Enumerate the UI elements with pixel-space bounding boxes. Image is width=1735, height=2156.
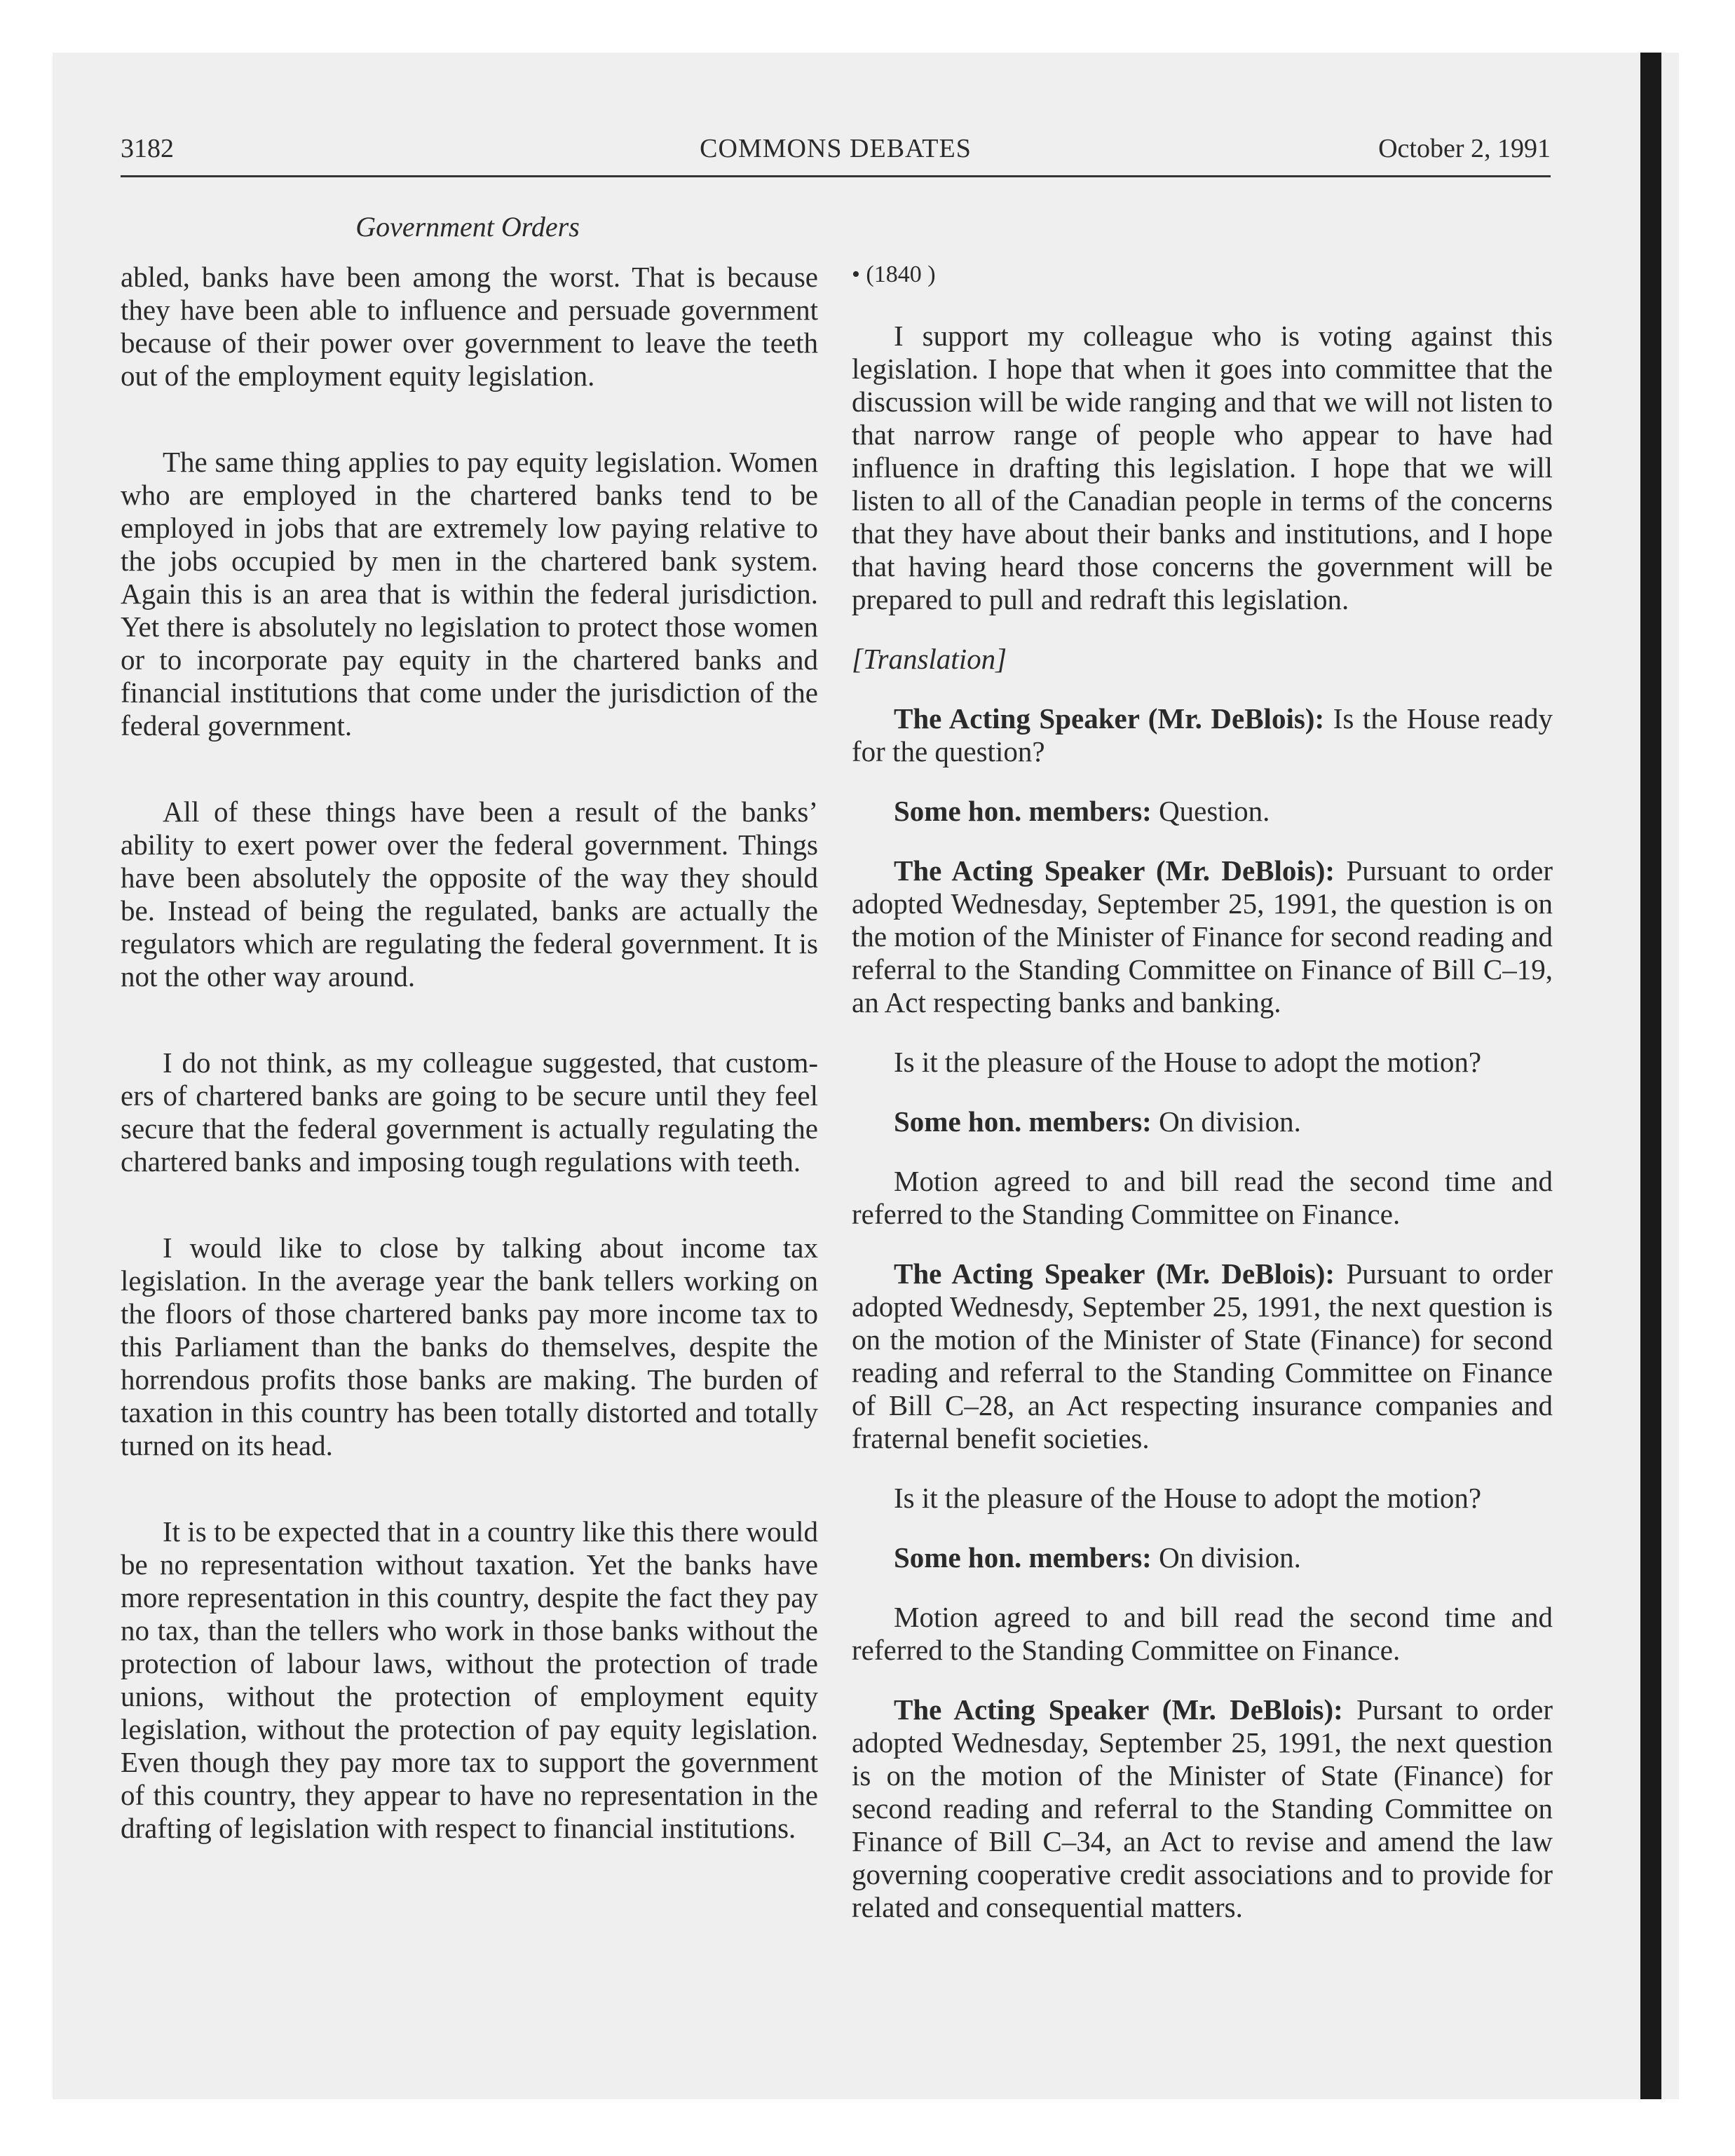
translation-marker: [Translation] — [852, 643, 1007, 675]
right-column — [852, 261, 1553, 1924]
publication-date: October 2, 1991 — [1378, 134, 1551, 163]
section-heading: Government Orders — [355, 211, 580, 243]
speaker-paragraph — [852, 702, 1553, 768]
speech-text: Is the House ready for the question? — [852, 702, 1553, 767]
page-header — [121, 133, 1551, 174]
members-paragraph — [852, 1105, 1553, 1138]
paragraph: I support my colleague who is voting against this legislation. I hope that when it goes into committee that the discussion will be wide ranging and that we will not listen to that narrow range of people who appear to have had influence in drafting this legislation. I hope that we will listen to all of the Canadian people in terms of the concerns that they have about their banks and institutions, and I hope that having heard those concerns the government will be prepared to pull and redraft this legislation. — [852, 320, 1553, 615]
speaker-name: Some hon. members: — [894, 1541, 1152, 1574]
page-number: 3182 — [121, 134, 174, 163]
members-paragraph — [852, 795, 1553, 828]
paragraph: abled, banks have been among the worst. That is because they have been able to influence and persuade government because of their power over government to leave the teeth out of the employment equity legislation. — [121, 261, 818, 392]
header-rule — [121, 175, 1551, 177]
speaker-paragraph — [852, 854, 1553, 1019]
speech-text: Pursuant to order adopted Wednesdy, September 25, 1991, the next question is on the motion of the Minister of State (Finance) for second reading and referral to the Standing Committee on Finance of Bill C–28, an Act respecting insurance companies and fraternal benefit societies. — [852, 1257, 1553, 1454]
paragraph: I would like to close by talking about income tax legislation. In the average year the bank tellers working on the floors of those chartered banks pay more income tax to this Parliament than the banks do themselves, despite the horrendous profits those banks are making. The burden of taxation in this country has been totally distorted and totally turned on its head. — [121, 1231, 818, 1461]
paragraph: It is to be expected that in a country like this there would be no representation without taxation. Yet the banks have more representation in this country, despite the fact they pay no tax, than the tellers who work in those banks without the protection of labour laws, without the protection of trade unions, without the protection of employment equity legislation, without the protection of pay equity legislation. Even though they pay more tax to support the government of this country, they appear to have no representation in the drafting of legislation with respect to financial institutions. — [121, 1515, 818, 1844]
paragraph: I do not think, as my colleague suggested, that customers of chartered banks are going to be secure until they feel secure that the federal government is actually regulating the chartered banks and imposing tough regulations with teeth. — [121, 1046, 818, 1178]
speaker-name: The Acting Speaker (Mr. DeBlois): — [894, 1693, 1343, 1726]
speaker-name: The Acting Speaker (Mr. DeBlois): — [894, 702, 1325, 735]
speaker-name: Some hon. members: — [894, 795, 1152, 827]
speaker-name: The Acting Speaker (Mr. DeBlois): — [894, 854, 1335, 887]
speech-text: Pursant to order adopted Wednesday, September 25, 1991, the next question is on the motion of the Minister of State (Finance) for second reading and referral to the Standing Committee on Finance of Bill C–34, an Act to revise and amend the law governing cooperative credit associations and to provide for related and consequential matters. — [852, 1693, 1553, 1923]
timestamp: • (1840 ) — [852, 261, 936, 287]
speech-text: On division. — [1159, 1541, 1301, 1574]
speaker-paragraph — [852, 1257, 1553, 1455]
paragraph: Is it the pleasure of the House to adopt the motion? — [894, 1046, 1482, 1078]
speaker-paragraph — [852, 1693, 1553, 1924]
paragraph: Is it the pleasure of the House to adopt the motion? — [894, 1482, 1482, 1514]
speech-text: Question. — [1159, 795, 1270, 827]
paragraph: All of these things have been a result of the banks’ ability to exert power over the federal government. Things have been absolutely the opposite of the way they should be. Instead of being the regulated, banks are actually the regulators which are regulating the federal government. It is not the other way around. — [121, 796, 818, 992]
speaker-name: The Acting Speaker (Mr. DeBlois): — [894, 1257, 1335, 1290]
speech-text: On division. — [1159, 1105, 1301, 1138]
speech-text: Pursuant to order adopted Wednesday, September 25, 1991, the question is on the motion of the Minister of Finance for second reading and referral to the Standing Committee on Finance of Bill C–19, an Act respecting banks and banking. — [852, 854, 1553, 1018]
speaker-name: Some hon. members: — [894, 1105, 1152, 1138]
publication-title: COMMONS DEBATES — [700, 134, 972, 163]
members-paragraph — [852, 1541, 1553, 1574]
paragraph: Motion agreed to and bill read the second time and referred to the Standing Committee on Finance. — [852, 1601, 1553, 1666]
scan-edge-shadow — [1640, 53, 1661, 2099]
left-column — [121, 261, 818, 1845]
paragraph: The same thing applies to pay equity legislation. Women who are employed in the chartered banks tend to be employed in jobs that are extremely low paying relative to the jobs occupied by men in the chartered bank system. Again this is an area that is within the federal jurisdiction. Yet there is absolutely no legislation to protect those women or to incorporate pay equity in the chartered banks and financial institutions that come under the jurisdiction of the federal government. — [121, 446, 818, 742]
paragraph: Motion agreed to and bill read the second time and referred to the Standing Committee on Finance. — [852, 1165, 1553, 1230]
